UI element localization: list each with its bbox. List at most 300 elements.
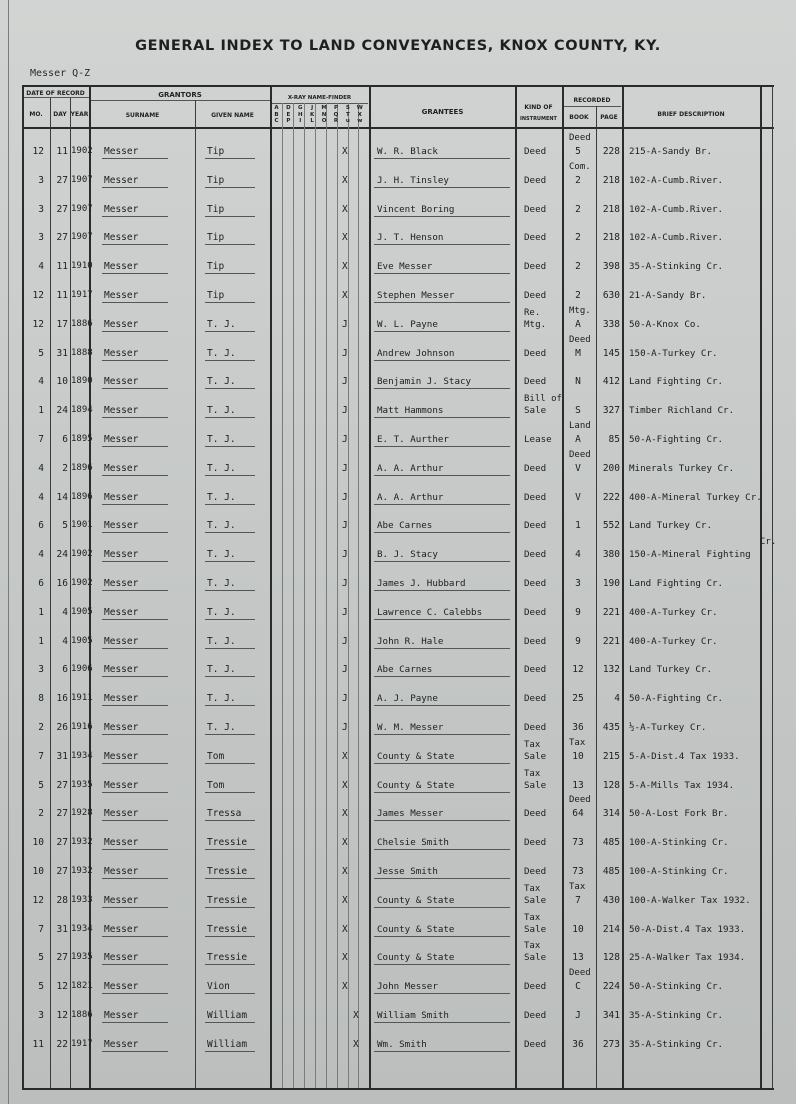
instrument-kind: Deed: [524, 232, 547, 244]
page-number: 380: [602, 549, 620, 561]
entry-underline: [374, 993, 510, 994]
entry-underline: [205, 820, 255, 821]
brief-description: 5-A-Mills Tax 1934.: [629, 779, 735, 791]
grantor-given-name: T. J.: [207, 693, 236, 705]
record-month: 7: [38, 750, 44, 762]
book-note: Deed: [569, 133, 591, 143]
record-year: 1905: [71, 635, 93, 646]
instrument-kind: Sale: [524, 405, 547, 417]
entry-underline: [102, 676, 168, 677]
instrument-kind: Deed: [524, 376, 547, 388]
grantee-name: A. J. Payne: [377, 693, 438, 705]
header-brief-description: BRIEF DESCRIPTION: [657, 111, 725, 118]
instrument-kind: Deed: [524, 1038, 547, 1050]
name-finder-mark: J: [342, 520, 348, 532]
header-book: BOOK: [569, 114, 589, 121]
record-day: 27: [56, 837, 68, 849]
brief-description: 50-A-Fighting Cr.: [629, 693, 724, 705]
record-year: 1917: [71, 290, 93, 300]
grantor-given-name: T. J.: [207, 318, 236, 330]
entry-underline: [374, 763, 510, 764]
book-number: 64: [572, 808, 584, 820]
page-number: 215: [602, 750, 620, 762]
brief-description: 102-A-Cumb.River.: [629, 174, 724, 186]
grantee-name: Matt Hammons: [377, 405, 444, 417]
book-number: 3: [575, 578, 581, 589]
grantor-surname: Messer: [104, 261, 139, 273]
page-number: 222: [602, 491, 620, 503]
grantor-given-name: Vion: [207, 981, 230, 993]
record-year: 1886: [71, 1010, 93, 1020]
page-number: 224: [602, 981, 620, 993]
grantor-given-name: Tip: [207, 174, 225, 186]
brief-description: ½-A-Turkey Cr.: [629, 722, 707, 733]
grantee-name: J. T. Henson: [377, 232, 444, 244]
entry-underline: [205, 792, 255, 793]
book-note: Deed: [569, 449, 591, 460]
record-day: 12: [56, 981, 68, 993]
record-year: 1917: [71, 1038, 93, 1049]
brief-description: Land Turkey Cr.: [629, 664, 712, 676]
name-finder-mark: X: [342, 146, 348, 157]
record-day: 17: [56, 318, 68, 330]
instrument-kind: Deed: [524, 261, 547, 273]
page-number: 221: [602, 635, 620, 647]
entry-underline: [374, 504, 510, 505]
grantor-surname: Messer: [104, 146, 139, 157]
record-month: 4: [38, 491, 44, 503]
brief-description-note: Cr.: [760, 537, 777, 548]
grantor-surname: Messer: [104, 318, 139, 330]
book-number: 10: [572, 923, 584, 935]
entry-underline: [102, 993, 168, 994]
record-year: 1934: [71, 750, 93, 761]
record-day: 27: [56, 808, 68, 820]
record-day: 31: [56, 750, 68, 762]
instrument-kind: Deed: [524, 866, 547, 877]
name-finder-letter-group: G H I: [297, 105, 303, 124]
grantee-name: J. H. Tinsley: [377, 174, 449, 186]
record-month: 5: [38, 952, 44, 964]
entry-underline: [374, 648, 510, 649]
record-year: 1907: [71, 232, 93, 243]
entry-underline: [102, 561, 168, 562]
book-number: A: [575, 434, 581, 445]
grantor-surname: Messer: [104, 866, 139, 877]
instrument-kind: Deed: [524, 808, 547, 820]
entry-underline: [374, 302, 510, 303]
name-finder-letter-group: S T u: [345, 105, 350, 124]
book-number: 13: [572, 952, 584, 964]
book-number: 1: [575, 520, 581, 532]
entry-underline: [102, 244, 168, 245]
instrument-kind: Deed: [524, 520, 547, 532]
entry-underline: [205, 936, 255, 937]
book-number: 9: [575, 635, 581, 647]
brief-description: Land Fighting Cr.: [629, 376, 724, 388]
entry-underline: [205, 187, 255, 188]
grantor-given-name: T. J.: [207, 578, 236, 589]
instrument-kind: Deed: [524, 981, 547, 993]
grantor-surname: Messer: [104, 1038, 139, 1050]
record-month: 3: [38, 1010, 44, 1021]
grantee-name: Lawrence C. Calebbs: [377, 606, 483, 618]
grantee-name: W. L. Payne: [377, 318, 438, 330]
grantor-surname: Messer: [104, 376, 139, 388]
instrument-kind: Sale: [524, 952, 547, 964]
name-finder-mark: X: [342, 866, 348, 877]
instrument-kind: Deed: [524, 462, 547, 474]
brief-description: 400-A-Mineral Turkey Cr.: [629, 491, 762, 503]
grantor-given-name: T. J.: [207, 347, 236, 359]
brief-description: 400-A-Turkey Cr.: [629, 635, 718, 647]
index-label: Messer Q-Z: [30, 68, 91, 79]
page-number: 214: [602, 923, 620, 935]
entry-underline: [205, 158, 255, 159]
brief-description: 150-A-Turkey Cr.: [629, 347, 718, 359]
instrument-kind: Sale: [524, 779, 547, 791]
brief-description: 400-A-Turkey Cr.: [629, 606, 718, 618]
entry-underline: [205, 1051, 255, 1052]
page-number: 145: [602, 347, 620, 359]
brief-description: Minerals Turkey Cr.: [629, 462, 735, 474]
entry-underline: [102, 648, 168, 649]
entry-underline: [374, 1022, 510, 1023]
instrument-kind: Deed: [524, 722, 547, 733]
header-year: YEAR: [70, 111, 89, 118]
brief-description: 50-A-Knox Co.: [629, 318, 701, 330]
instrument-kind: Deed: [524, 1010, 547, 1021]
name-finder-mark: X: [342, 779, 348, 791]
entry-underline: [374, 705, 510, 706]
record-day: 14: [56, 491, 68, 503]
grantee-name: Vincent Boring: [377, 203, 455, 215]
grantor-given-name: T. J.: [207, 434, 236, 445]
entry-underline: [205, 446, 255, 447]
record-day: 26: [56, 722, 68, 733]
name-finder-mark: X: [342, 952, 348, 964]
entry-underline: [374, 244, 510, 245]
name-finder-mark: J: [342, 405, 348, 417]
record-month: 6: [38, 520, 44, 532]
page-number: 190: [602, 578, 620, 589]
grantor-surname: Messer: [104, 722, 139, 733]
instrument-kind-note: Tax: [524, 941, 541, 952]
name-finder-mark: J: [342, 549, 348, 561]
grantee-name: County & State: [377, 894, 455, 906]
entry-underline: [374, 446, 510, 447]
name-finder-mark: X: [342, 290, 348, 301]
entry-underline: [102, 331, 168, 332]
record-year: 1928: [71, 808, 93, 819]
record-year: 1934: [71, 923, 93, 934]
grantee-name: Benjamin J. Stacy: [377, 376, 472, 388]
grantor-given-name: T. J.: [207, 520, 236, 532]
entry-underline: [102, 446, 168, 447]
grantor-given-name: Tom: [207, 779, 225, 791]
grantee-name: E. T. Aurther: [377, 434, 449, 445]
header-recorded: RECORDED: [573, 97, 611, 104]
name-finder-mark: J: [342, 434, 348, 445]
page-number: 85: [608, 434, 620, 445]
record-year: 1902: [71, 549, 93, 560]
brief-description: 215-A-Sandy Br.: [629, 146, 712, 157]
brief-description: 25-A-Walker Tax 1934.: [629, 952, 746, 964]
entry-underline: [102, 360, 168, 361]
record-month: 2: [38, 808, 44, 820]
instrument-kind: Deed: [524, 290, 547, 301]
book-number: M: [575, 347, 581, 359]
record-day: 31: [56, 347, 68, 359]
instrument-kind: Sale: [524, 894, 547, 906]
entry-underline: [374, 417, 510, 418]
entry-underline: [205, 475, 255, 476]
entry-underline: [102, 705, 168, 706]
entry-underline: [374, 676, 510, 677]
entry-underline: [205, 705, 255, 706]
record-day: 12: [56, 1010, 68, 1021]
grantor-given-name: Tip: [207, 290, 225, 301]
record-month: 11: [32, 1038, 44, 1050]
page-number: 273: [602, 1038, 620, 1050]
book-note: Deed: [569, 795, 591, 806]
record-month: 4: [38, 261, 44, 273]
entry-underline: [374, 187, 510, 188]
page-number: 327: [602, 405, 620, 417]
grantor-given-name: Tressie: [207, 837, 248, 849]
name-finder-mark: X: [342, 750, 348, 762]
entry-underline: [102, 763, 168, 764]
brief-description: Land Turkey Cr.: [629, 520, 712, 532]
name-finder-mark: J: [342, 318, 348, 330]
grantor-given-name: William: [207, 1038, 248, 1050]
record-year: 1932: [71, 866, 93, 876]
grantor-given-name: T. J.: [207, 462, 236, 474]
instrument-kind: Deed: [524, 635, 547, 647]
brief-description: 21-A-Sandy Br.: [629, 290, 707, 301]
name-finder-mark: J: [342, 722, 348, 733]
record-month: 4: [38, 549, 44, 561]
entry-underline: [205, 849, 255, 850]
grantor-given-name: Tip: [207, 232, 225, 244]
record-day: 10: [56, 376, 68, 388]
entry-underline: [374, 590, 510, 591]
entry-underline: [205, 676, 255, 677]
instrument-kind-note: Tax: [524, 768, 541, 779]
book-number: 2: [575, 261, 581, 273]
name-finder-mark: X: [342, 174, 348, 186]
record-month: 12: [32, 894, 44, 906]
brief-description: 35-A-Stinking Cr.: [629, 1038, 724, 1050]
record-month: 7: [38, 923, 44, 935]
record-year: 1911: [71, 693, 93, 704]
instrument-kind-note: Re.: [524, 307, 541, 318]
record-day: 27: [56, 779, 68, 791]
record-month: 8: [38, 693, 44, 705]
record-day: 27: [56, 203, 68, 215]
grantor-surname: Messer: [104, 808, 139, 820]
grantee-name: A. A. Arthur: [377, 462, 444, 474]
book-note: Tax: [569, 881, 586, 892]
record-month: 12: [32, 318, 44, 330]
entry-underline: [102, 734, 168, 735]
record-year: 1932: [71, 837, 93, 848]
record-year: 1916: [71, 722, 93, 732]
book-note: Mtg.: [569, 305, 591, 316]
entry-underline: [374, 331, 510, 332]
grantor-surname: Messer: [104, 290, 139, 301]
entry-underline: [102, 849, 168, 850]
book-number: 2: [575, 290, 581, 301]
book-note: Tax: [569, 737, 586, 748]
page-number: 128: [602, 952, 620, 964]
brief-description: 50-A-Stinking Cr.: [629, 981, 724, 993]
book-number: 5: [575, 146, 581, 157]
entry-underline: [102, 504, 168, 505]
entry-underline: [205, 1022, 255, 1023]
grantee-name: County & State: [377, 952, 455, 964]
name-finder-mark: X: [342, 203, 348, 215]
grantor-surname: Messer: [104, 664, 139, 676]
record-month: 1: [38, 405, 44, 417]
brief-description: Timber Richland Cr.: [629, 405, 735, 417]
grantee-name: W. R. Black: [377, 146, 438, 157]
book-number: 4: [575, 549, 581, 561]
grantor-surname: Messer: [104, 606, 139, 618]
grantor-surname: Messer: [104, 347, 139, 359]
grantor-surname: Messer: [104, 779, 139, 791]
page-number: 132: [602, 664, 620, 676]
book-number: 25: [572, 693, 584, 705]
grantee-name: Abe Carnes: [377, 520, 433, 532]
brief-description: 50-A-Dist.4 Tax 1933.: [629, 923, 746, 935]
book-number: 13: [572, 779, 584, 791]
record-month: 5: [38, 347, 44, 359]
record-day: 22: [56, 1038, 68, 1050]
grantee-name: James Messer: [377, 808, 444, 820]
grantee-name: Chelsie Smith: [377, 837, 449, 849]
record-month: 3: [38, 203, 44, 215]
page-number: 314: [602, 808, 620, 820]
record-day: 28: [56, 894, 68, 906]
record-month: 10: [32, 866, 44, 877]
entry-underline: [205, 993, 255, 994]
entry-underline: [205, 216, 255, 217]
entry-underline: [205, 619, 255, 620]
page-title: GENERAL INDEX TO LAND CONVEYANCES, KNOX COUNTY, KY.: [135, 38, 661, 54]
brief-description: 35-A-Stinking Cr.: [629, 1010, 724, 1021]
name-finder-mark: J: [342, 376, 348, 388]
name-finder-mark: X: [342, 837, 348, 849]
entry-underline: [205, 964, 255, 965]
book-number: J: [575, 1010, 581, 1021]
book-number: N: [575, 376, 581, 388]
brief-description: 100-A-Stinking Cr.: [629, 837, 729, 849]
record-month: 12: [32, 146, 44, 157]
entry-underline: [102, 1051, 168, 1052]
record-year: 1907: [71, 174, 93, 185]
book-number: 2: [575, 174, 581, 186]
record-day: 2: [62, 462, 68, 474]
entry-underline: [102, 820, 168, 821]
record-year: 1894: [71, 405, 93, 416]
header-date-of-record: DATE OF RECORD: [26, 90, 85, 97]
grantee-name: Stephen Messer: [377, 290, 455, 301]
brief-description: 50-A-Lost Fork Br.: [629, 808, 729, 820]
grantee-name: Abe Carnes: [377, 664, 433, 676]
name-finder-mark: X: [353, 1038, 359, 1050]
page-number: 228: [602, 146, 620, 157]
entry-underline: [102, 187, 168, 188]
record-day: 11: [56, 290, 68, 301]
record-day: 27: [56, 866, 68, 877]
name-finder-mark: X: [353, 1010, 359, 1021]
grantor-given-name: Tip: [207, 261, 225, 273]
instrument-kind: Deed: [524, 664, 547, 676]
record-day: 11: [56, 261, 68, 273]
record-month: 12: [32, 290, 44, 301]
page-number: 430: [602, 894, 620, 906]
entry-underline: [205, 878, 255, 879]
brief-description: 35-A-Stinking Cr.: [629, 261, 724, 273]
grantor-surname: Messer: [104, 837, 139, 849]
instrument-kind: Deed: [524, 146, 547, 157]
instrument-kind-note: Tax: [524, 883, 541, 894]
entry-underline: [374, 964, 510, 965]
grantor-surname: Messer: [104, 549, 139, 561]
grantor-given-name: T. J.: [207, 664, 236, 676]
instrument-kind: Deed: [524, 174, 547, 186]
entry-underline: [102, 936, 168, 937]
instrument-kind: Deed: [524, 693, 547, 705]
header-kind-of: KIND OF: [524, 104, 553, 111]
record-day: 27: [56, 232, 68, 244]
entry-underline: [374, 907, 510, 908]
instrument-kind: Deed: [524, 491, 547, 503]
page-number: 200: [602, 462, 620, 474]
name-finder-mark: J: [342, 635, 348, 647]
grantor-given-name: T. J.: [207, 606, 236, 618]
name-finder-mark: J: [342, 347, 348, 359]
entry-underline: [205, 244, 255, 245]
header-mo: MO.: [29, 111, 43, 118]
grantor-surname: Messer: [104, 894, 139, 906]
name-finder-letter-group: A B C: [274, 105, 279, 124]
name-finder-mark: X: [342, 923, 348, 935]
header-surname: SURNAME: [125, 112, 160, 119]
page-number: 4: [614, 693, 620, 705]
book-note: Deed: [569, 968, 591, 979]
name-finder-mark: X: [342, 894, 348, 906]
record-month: 6: [38, 578, 44, 589]
grantee-name: Eve Messer: [377, 261, 433, 273]
record-month: 1: [38, 635, 44, 647]
record-year: 1910: [71, 261, 93, 272]
instrument-kind: Sale: [524, 750, 547, 762]
instrument-kind: Deed: [524, 837, 547, 849]
entry-underline: [205, 532, 255, 533]
record-month: 7: [38, 434, 44, 445]
instrument-kind: Sale: [524, 923, 547, 935]
grantor-given-name: Tressie: [207, 894, 248, 906]
header-given-name: GIVEN NAME: [211, 112, 254, 119]
entry-underline: [102, 302, 168, 303]
entry-underline: [374, 820, 510, 821]
record-month: 4: [38, 462, 44, 474]
grantor-surname: Messer: [104, 491, 139, 503]
brief-description: 50-A-Fighting Cr.: [629, 434, 724, 445]
grantor-given-name: T. J.: [207, 635, 236, 647]
